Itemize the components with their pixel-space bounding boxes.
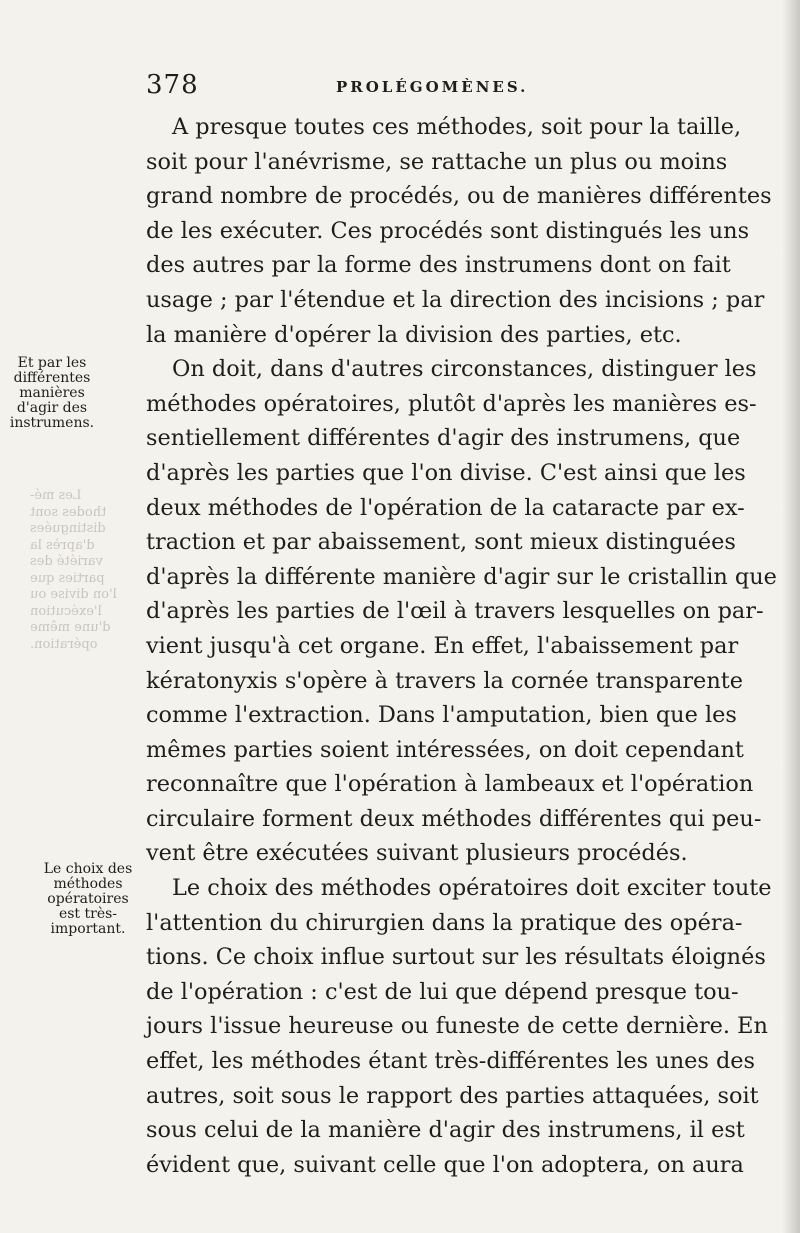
text-line: tions. Ce choix influe surtout sur les résultats éloignés	[146, 944, 766, 971]
text-line: traction et par abaissement, sont mieux distinguées	[146, 529, 736, 556]
bleed-line: opération.	[30, 636, 98, 652]
bleed-through-text	[30, 488, 130, 653]
text-line: comme l'extraction. Dans l'amputation, bien que les	[146, 702, 737, 729]
bleed-line: l'exécution	[30, 603, 102, 619]
text-line: autres, soit sous le rapport des parties attaquées, soit	[146, 1082, 759, 1109]
bleed-line: d'après la	[30, 537, 95, 553]
margin-note: Le choix des méthodes opératoires est très-important.	[43, 861, 133, 937]
text-line: A presque toutes ces méthodes, soit pour la taille,	[172, 114, 742, 140]
text-line: jours l'issue heureuse ou funeste de cette dernière. En	[146, 1013, 768, 1040]
text-line: de l'opération : c'est de lui que dépend presque tou-	[146, 978, 739, 1005]
text-line: deux méthodes de l'opération de la cataracte par ex-	[146, 494, 745, 521]
text-line: vent être exécutées suivant plusieurs procédés.	[146, 840, 688, 867]
text-line: reconnaître que l'opération à lambeaux et l'opération	[146, 771, 754, 798]
bleed-line: distinguées	[30, 521, 106, 536]
text-line: méthodes opératoires, plutôt d'après les manières es-	[146, 390, 757, 417]
text-line: de les exécuter. Ces procédés sont distingués les uns	[146, 217, 750, 244]
text-line: usage ; par l'étendue et la direction des incisions ; par	[146, 286, 765, 313]
bleed-line: l'on divise ou	[30, 587, 117, 602]
text-line: des autres par la forme des instrumens dont on fait	[146, 252, 731, 279]
text-line: Le choix des méthodes opératoires doit exciter toute	[172, 875, 772, 902]
bleed-line: parties que	[30, 570, 105, 586]
text-line: vient jusqu'à cet organe. En effet, l'abaissement par	[146, 632, 739, 659]
text-line: soit pour l'anévrisme, se rattache un plus ou moins	[146, 148, 728, 175]
text-line: d'après les parties de l'œil à travers lesquelles on par-	[146, 598, 764, 625]
bleed-line: thodes sont	[30, 504, 107, 520]
text-line: sentiellement différentes d'agir des instrumens, que	[146, 425, 741, 452]
bleed-line: variété des	[30, 554, 103, 569]
text-line: mêmes parties soient intéressées, on doit cependant	[146, 736, 744, 763]
text-line: circulaire forment deux méthodes différentes qui peu-	[146, 805, 762, 832]
text-line: grand nombre de procédés, ou de manières différentes	[146, 183, 772, 210]
page-number: 378	[146, 70, 199, 100]
page-edge-shadow	[782, 0, 800, 1233]
bleed-line: d'une même	[30, 620, 111, 635]
text-line: d'après la différente manière d'agir sur le cristallin que	[146, 563, 777, 590]
text-line: effet, les méthodes étant très-différentes les unes des	[146, 1048, 756, 1075]
margin-note: Et par les différentes manières d'agir des instrumens.	[9, 355, 95, 431]
running-head: PROLÉGOMÈNES.	[336, 78, 529, 96]
text-line italic-lead: kératonyxis s'opère à travers la cornée transparente	[146, 667, 743, 694]
text-line: On doit, dans d'autres circonstances, distinguer les	[172, 356, 757, 383]
bleed-line: Les mé-	[30, 488, 82, 503]
body-text	[146, 110, 777, 1182]
text-line: évident que, suivant celle que l'on adoptera, on aura	[146, 1151, 744, 1178]
text-line: sous celui de la manière d'agir des instrumens, il est	[146, 1117, 745, 1144]
text-line: l'attention du chirurgien dans la pratique des opéra-	[146, 909, 743, 936]
text-line: la manière d'opérer la division des parties, etc.	[146, 321, 682, 348]
text-line: d'après les parties que l'on divise. C'est ainsi que les	[146, 459, 746, 486]
